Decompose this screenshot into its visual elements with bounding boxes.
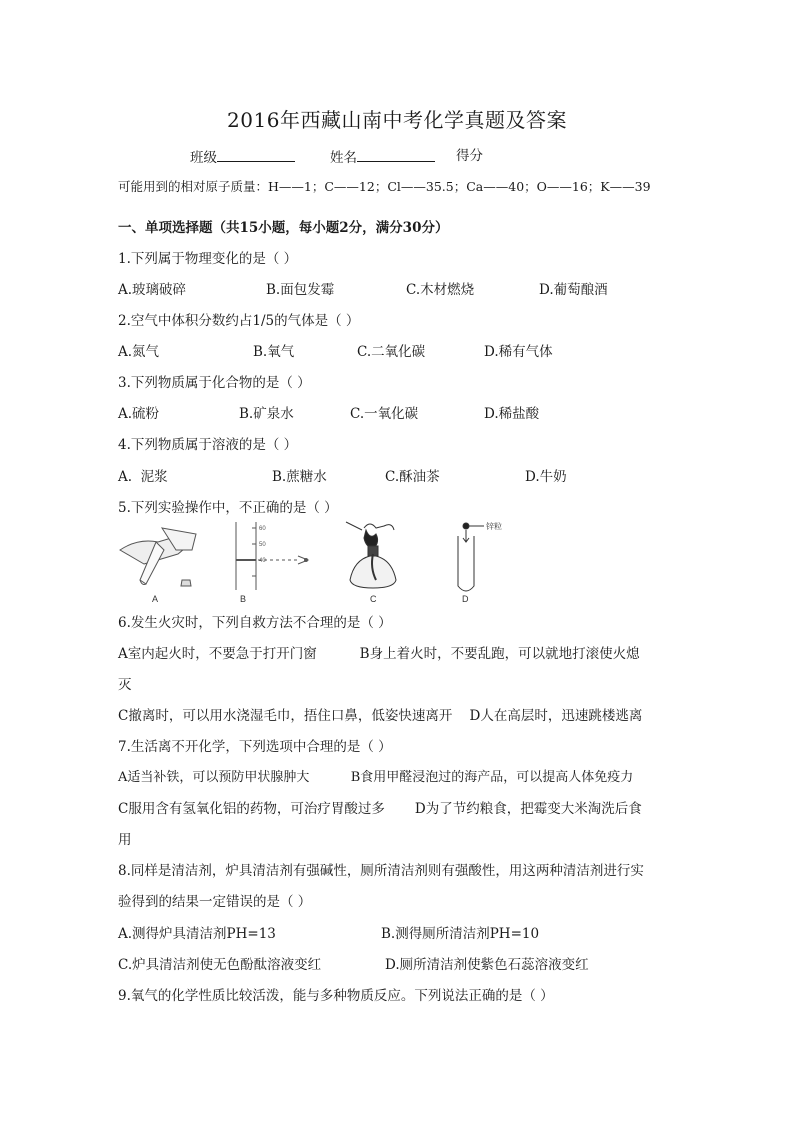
q8-option-b: B.测得厕所清洁剂PH=10 <box>381 926 540 942</box>
name-field <box>330 146 435 168</box>
q3-stem: 3.下列物质属于化合物的是（ ） <box>118 375 311 391</box>
q7-options-cd-cont: 用 <box>118 832 132 848</box>
figure-d-label: D <box>462 594 469 604</box>
q1-option-a: A.玻璃破碎 <box>118 282 187 298</box>
q8-stem-line1: 8.同样是清洁剂，炉具清洁剂有强碱性，厕所清洁剂则有强酸性，用这两种清洁剂进行实 <box>118 863 644 879</box>
tick-label-40: 40 <box>259 558 266 564</box>
q3-option-b: B.矿泉水 <box>239 406 294 422</box>
figure-c-alcohol-lamp <box>340 520 430 610</box>
figure-a-label: A <box>152 594 159 604</box>
q2-option-b: B.氧气 <box>253 344 295 360</box>
zinc-label: 锌粒 <box>486 522 502 531</box>
q7-options-cd: C服用含有氢氧化铝的药物，可治疗胃酸过多 D为了节约粮食，把霉变大米淘洗后食 <box>118 801 642 817</box>
q2-option-d: D.稀有气体 <box>484 344 553 360</box>
q2-option-a: A.氮气 <box>118 344 160 360</box>
figure-a-pouring <box>118 520 218 610</box>
q6-options-cd: C撤离时，可以用水浇湿毛巾，捂住口鼻，低姿快速离开 D人在高层时，迅速跳楼逃离 <box>118 708 643 724</box>
atomic-masses: 可能用到的相对原子质量：H——1；C——12；Cl——35.5；Ca——40；O——16；K——39 <box>118 179 651 194</box>
q4-option-b: B.蔗糖水 <box>272 469 327 485</box>
tick-label-50: 50 <box>259 542 266 548</box>
section-heading: 一、单项选择题（共15小题，每小题2分，满分30分） <box>118 220 449 236</box>
q5-figures <box>118 520 518 610</box>
class-blank <box>217 146 295 162</box>
q8-stem-line2: 验得到的结果一定错误的是（ ） <box>118 894 312 910</box>
name-blank <box>357 146 435 162</box>
q1-stem: 1.下列属于物理变化的是（ ） <box>118 251 298 267</box>
page-title: 2016年西藏山南中考化学真题及答案 <box>227 108 567 132</box>
figure-b-cylinder <box>226 520 336 610</box>
q4-stem: 4.下列物质属于溶液的是（ ） <box>118 437 298 453</box>
class-field <box>190 146 295 168</box>
q1-option-d: D.葡萄酿酒 <box>539 282 608 298</box>
tick-label-60: 60 <box>259 526 266 532</box>
q2-option-c: C.二氧化碳 <box>357 344 426 360</box>
class-label: 班级 <box>190 150 217 166</box>
figure-c-label: C <box>370 594 377 604</box>
q4-option-d: D.牛奶 <box>525 469 567 485</box>
q7-options-ab: A适当补铁，可以预防甲状腺肿大 B食用甲醛浸泡过的海产品，可以提高人体免疫力 <box>118 770 634 785</box>
q4-option-a: A. 泥浆 <box>118 469 168 485</box>
name-label: 姓名 <box>330 150 357 166</box>
q6-options-ab-cont: 灭 <box>118 677 132 693</box>
q6-options-ab: A室内起火时，不要急于打开门窗 B身上着火时，不要乱跑，可以就地打滚使火熄 <box>118 646 640 662</box>
q3-option-c: C.一氧化碳 <box>350 406 419 422</box>
q1-option-b: B.面包发霉 <box>266 282 335 298</box>
figure-b-label: B <box>240 594 247 604</box>
q9-stem: 9.氧气的化学性质比较活泼，能与多种物质反应。下列说法正确的是（ ） <box>118 988 554 1004</box>
q7-stem: 7.生活离不开化学，下列选项中合理的是（ ） <box>118 739 392 755</box>
figure-d-zinc-tube <box>444 520 544 610</box>
q8-option-a: A.测得炉具清洁剂PH=13 <box>118 926 276 942</box>
q5-stem: 5.下列实验操作中，不正确的是（ ） <box>118 500 338 516</box>
q8-option-d: D.厕所清洁剂使紫色石蕊溶液变红 <box>385 957 589 973</box>
score-label: 得分 <box>456 148 483 164</box>
q1-option-c: C.木材燃烧 <box>406 282 475 298</box>
q2-stem: 2.空气中体积分数约占1/5的气体是（ ） <box>118 313 360 329</box>
q4-option-c: C.酥油茶 <box>385 469 440 485</box>
q8-option-c: C.炉具清洁剂使无色酚酞溶液变红 <box>118 957 322 973</box>
q3-option-d: D.稀盐酸 <box>484 406 540 422</box>
q6-stem: 6.发生火灾时，下列自救方法不合理的是（ ） <box>118 615 392 631</box>
q3-option-a: A.硫粉 <box>118 406 160 422</box>
